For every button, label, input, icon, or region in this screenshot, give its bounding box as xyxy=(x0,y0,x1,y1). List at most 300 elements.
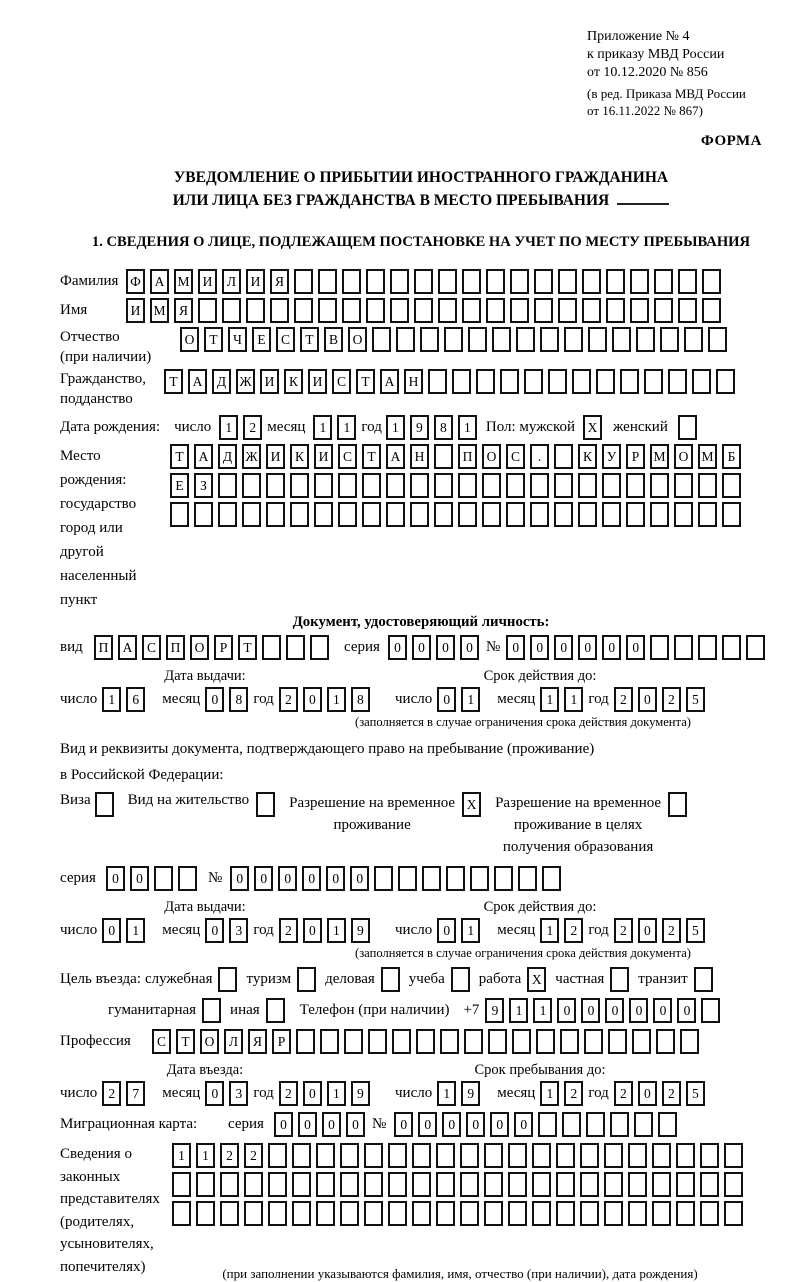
char-cell[interactable]: С xyxy=(332,369,351,394)
char-cell[interactable] xyxy=(660,327,679,352)
char-cell[interactable]: . xyxy=(530,444,549,469)
char-cell[interactable] xyxy=(362,473,381,498)
char-cell[interactable]: 2 xyxy=(102,1081,121,1106)
char-cell[interactable]: Ф xyxy=(126,269,145,294)
char-cell[interactable] xyxy=(534,269,553,294)
char-cell[interactable]: К xyxy=(290,444,309,469)
char-cell[interactable]: 0 xyxy=(581,998,600,1023)
char-cell[interactable]: 5 xyxy=(686,687,705,712)
char-cell[interactable] xyxy=(554,502,573,527)
char-cell[interactable] xyxy=(318,298,337,323)
char-cell[interactable]: 2 xyxy=(220,1143,239,1168)
char-cell[interactable] xyxy=(678,298,697,323)
char-cell[interactable]: 0 xyxy=(205,687,224,712)
char-cell[interactable] xyxy=(654,298,673,323)
char-cell[interactable] xyxy=(586,1112,605,1137)
char-cell[interactable] xyxy=(372,327,391,352)
char-cell[interactable]: А xyxy=(386,444,405,469)
char-cell[interactable]: С xyxy=(142,635,161,660)
char-cell[interactable] xyxy=(388,1172,407,1197)
char-cell[interactable] xyxy=(508,1172,527,1197)
char-cell[interactable] xyxy=(462,298,481,323)
char-cell[interactable]: М xyxy=(150,298,169,323)
char-cell[interactable] xyxy=(656,1029,675,1054)
char-cell[interactable] xyxy=(632,1029,651,1054)
char-cell[interactable] xyxy=(530,473,549,498)
char-cell[interactable] xyxy=(436,1201,455,1226)
char-cell[interactable] xyxy=(436,1172,455,1197)
char-cell[interactable] xyxy=(434,473,453,498)
char-cell[interactable] xyxy=(412,1143,431,1168)
char-cell[interactable]: Л xyxy=(224,1029,243,1054)
char-cell[interactable] xyxy=(650,635,669,660)
char-cell[interactable] xyxy=(602,473,621,498)
char-cell[interactable]: А xyxy=(150,269,169,294)
char-cell[interactable] xyxy=(512,1029,531,1054)
char-cell[interactable]: М xyxy=(650,444,669,469)
char-cell[interactable] xyxy=(610,1112,629,1137)
char-cell[interactable]: 0 xyxy=(557,998,576,1023)
char-cell[interactable] xyxy=(386,502,405,527)
char-cell[interactable] xyxy=(388,1201,407,1226)
char-cell[interactable]: 2 xyxy=(614,918,633,943)
char-cell[interactable]: Я xyxy=(174,298,193,323)
char-cell[interactable] xyxy=(374,866,393,891)
char-cell[interactable]: 2 xyxy=(279,687,298,712)
char-cell[interactable] xyxy=(652,1201,671,1226)
char-cell[interactable]: 0 xyxy=(350,866,369,891)
char-cell[interactable]: В xyxy=(324,327,343,352)
char-cell[interactable] xyxy=(562,1112,581,1137)
char-cell[interactable]: 0 xyxy=(346,1112,365,1137)
checkbox-female[interactable] xyxy=(678,415,697,440)
char-cell[interactable]: Т xyxy=(170,444,189,469)
char-cell[interactable] xyxy=(548,369,567,394)
char-cell[interactable] xyxy=(452,369,471,394)
char-cell[interactable]: Т xyxy=(164,369,183,394)
char-cell[interactable]: 0 xyxy=(303,1081,322,1106)
char-cell[interactable] xyxy=(602,502,621,527)
char-cell[interactable] xyxy=(724,1143,743,1168)
checkbox-other[interactable] xyxy=(266,998,285,1023)
char-cell[interactable]: 6 xyxy=(126,687,145,712)
char-cell[interactable] xyxy=(218,473,237,498)
char-cell[interactable]: 1 xyxy=(102,687,121,712)
char-cell[interactable]: 0 xyxy=(638,918,657,943)
char-cell[interactable] xyxy=(518,866,537,891)
char-cell[interactable] xyxy=(262,635,281,660)
char-cell[interactable]: 0 xyxy=(677,998,696,1023)
char-cell[interactable]: 2 xyxy=(564,1081,583,1106)
char-cell[interactable] xyxy=(314,473,333,498)
checkbox-official[interactable] xyxy=(218,967,237,992)
char-cell[interactable]: 1 xyxy=(458,415,477,440)
char-cell[interactable] xyxy=(438,298,457,323)
char-cell[interactable] xyxy=(460,1143,479,1168)
char-cell[interactable] xyxy=(412,1201,431,1226)
char-cell[interactable] xyxy=(532,1143,551,1168)
char-cell[interactable]: 2 xyxy=(662,918,681,943)
char-cell[interactable] xyxy=(634,1112,653,1137)
char-cell[interactable]: С xyxy=(152,1029,171,1054)
char-cell[interactable] xyxy=(194,502,213,527)
char-cell[interactable]: 1 xyxy=(337,415,356,440)
char-cell[interactable] xyxy=(318,269,337,294)
char-cell[interactable] xyxy=(554,473,573,498)
char-cell[interactable] xyxy=(540,327,559,352)
char-cell[interactable] xyxy=(484,1172,503,1197)
char-cell[interactable] xyxy=(724,1201,743,1226)
char-cell[interactable]: 9 xyxy=(410,415,429,440)
char-cell[interactable] xyxy=(340,1143,359,1168)
char-cell[interactable] xyxy=(584,1029,603,1054)
char-cell[interactable]: Н xyxy=(404,369,423,394)
char-cell[interactable] xyxy=(294,269,313,294)
char-cell[interactable] xyxy=(644,369,663,394)
char-cell[interactable] xyxy=(658,1112,677,1137)
char-cell[interactable] xyxy=(398,866,417,891)
char-cell[interactable]: 8 xyxy=(229,687,248,712)
char-cell[interactable] xyxy=(578,473,597,498)
char-cell[interactable] xyxy=(674,635,693,660)
char-cell[interactable] xyxy=(290,473,309,498)
char-cell[interactable] xyxy=(654,269,673,294)
char-cell[interactable] xyxy=(508,1143,527,1168)
char-cell[interactable] xyxy=(198,298,217,323)
char-cell[interactable] xyxy=(266,502,285,527)
char-cell[interactable] xyxy=(222,298,241,323)
char-cell[interactable]: Ж xyxy=(236,369,255,394)
char-cell[interactable] xyxy=(722,635,741,660)
char-cell[interactable] xyxy=(458,502,477,527)
char-cell[interactable]: Д xyxy=(212,369,231,394)
char-cell[interactable] xyxy=(410,473,429,498)
checkbox-humanitarian[interactable] xyxy=(202,998,221,1023)
char-cell[interactable] xyxy=(630,269,649,294)
char-cell[interactable] xyxy=(556,1143,575,1168)
char-cell[interactable] xyxy=(554,444,573,469)
char-cell[interactable]: М xyxy=(174,269,193,294)
char-cell[interactable]: 0 xyxy=(466,1112,485,1137)
char-cell[interactable]: 0 xyxy=(460,635,479,660)
char-cell[interactable] xyxy=(414,298,433,323)
char-cell[interactable] xyxy=(604,1201,623,1226)
char-cell[interactable]: 0 xyxy=(298,1112,317,1137)
checkbox-work[interactable]: X xyxy=(527,967,546,992)
char-cell[interactable] xyxy=(220,1201,239,1226)
char-cell[interactable] xyxy=(606,269,625,294)
char-cell[interactable] xyxy=(366,298,385,323)
char-cell[interactable]: 0 xyxy=(629,998,648,1023)
char-cell[interactable]: 1 xyxy=(313,415,332,440)
char-cell[interactable] xyxy=(500,369,519,394)
char-cell[interactable]: 0 xyxy=(442,1112,461,1137)
char-cell[interactable]: 0 xyxy=(638,687,657,712)
char-cell[interactable]: 1 xyxy=(437,1081,456,1106)
char-cell[interactable] xyxy=(630,298,649,323)
char-cell[interactable] xyxy=(196,1172,215,1197)
char-cell[interactable] xyxy=(698,473,717,498)
char-cell[interactable]: 1 xyxy=(219,415,238,440)
char-cell[interactable] xyxy=(170,502,189,527)
char-cell[interactable] xyxy=(460,1172,479,1197)
char-cell[interactable] xyxy=(434,502,453,527)
char-cell[interactable] xyxy=(344,1029,363,1054)
char-cell[interactable] xyxy=(364,1201,383,1226)
char-cell[interactable] xyxy=(628,1201,647,1226)
char-cell[interactable]: 1 xyxy=(540,687,559,712)
char-cell[interactable] xyxy=(606,298,625,323)
char-cell[interactable]: И xyxy=(308,369,327,394)
char-cell[interactable]: 0 xyxy=(653,998,672,1023)
char-cell[interactable] xyxy=(708,327,727,352)
char-cell[interactable] xyxy=(558,298,577,323)
char-cell[interactable]: О xyxy=(482,444,501,469)
char-cell[interactable] xyxy=(580,1201,599,1226)
char-cell[interactable]: 0 xyxy=(412,635,431,660)
char-cell[interactable] xyxy=(604,1172,623,1197)
char-cell[interactable]: 1 xyxy=(126,918,145,943)
char-cell[interactable] xyxy=(700,1143,719,1168)
char-cell[interactable] xyxy=(268,1143,287,1168)
char-cell[interactable]: О xyxy=(348,327,367,352)
char-cell[interactable] xyxy=(560,1029,579,1054)
char-cell[interactable] xyxy=(674,473,693,498)
char-cell[interactable] xyxy=(482,502,501,527)
char-cell[interactable]: 9 xyxy=(351,1081,370,1106)
char-cell[interactable] xyxy=(460,1201,479,1226)
char-cell[interactable]: О xyxy=(180,327,199,352)
char-cell[interactable] xyxy=(684,327,703,352)
char-cell[interactable]: А xyxy=(380,369,399,394)
char-cell[interactable] xyxy=(674,502,693,527)
char-cell[interactable]: 2 xyxy=(244,1143,263,1168)
char-cell[interactable] xyxy=(494,866,513,891)
char-cell[interactable] xyxy=(510,269,529,294)
char-cell[interactable]: Р xyxy=(214,635,233,660)
char-cell[interactable]: 8 xyxy=(434,415,453,440)
char-cell[interactable] xyxy=(392,1029,411,1054)
char-cell[interactable]: 0 xyxy=(437,918,456,943)
char-cell[interactable] xyxy=(722,502,741,527)
char-cell[interactable] xyxy=(506,502,525,527)
char-cell[interactable]: 0 xyxy=(254,866,273,891)
char-cell[interactable] xyxy=(578,502,597,527)
char-cell[interactable] xyxy=(340,1201,359,1226)
char-cell[interactable] xyxy=(310,635,329,660)
char-cell[interactable]: 2 xyxy=(662,687,681,712)
char-cell[interactable]: 1 xyxy=(461,918,480,943)
char-cell[interactable] xyxy=(172,1201,191,1226)
checkbox-tourism[interactable] xyxy=(297,967,316,992)
char-cell[interactable] xyxy=(290,502,309,527)
char-cell[interactable]: К xyxy=(284,369,303,394)
char-cell[interactable] xyxy=(438,269,457,294)
char-cell[interactable]: 2 xyxy=(614,1081,633,1106)
char-cell[interactable]: 0 xyxy=(514,1112,533,1137)
char-cell[interactable] xyxy=(386,473,405,498)
char-cell[interactable] xyxy=(172,1172,191,1197)
char-cell[interactable] xyxy=(412,1172,431,1197)
char-cell[interactable]: 1 xyxy=(564,687,583,712)
char-cell[interactable] xyxy=(196,1201,215,1226)
char-cell[interactable] xyxy=(416,1029,435,1054)
char-cell[interactable] xyxy=(510,298,529,323)
char-cell[interactable]: О xyxy=(674,444,693,469)
char-cell[interactable]: С xyxy=(506,444,525,469)
char-cell[interactable] xyxy=(434,444,453,469)
char-cell[interactable] xyxy=(462,269,481,294)
char-cell[interactable]: С xyxy=(338,444,357,469)
char-cell[interactable] xyxy=(652,1143,671,1168)
char-cell[interactable]: 0 xyxy=(602,635,621,660)
char-cell[interactable]: А xyxy=(188,369,207,394)
char-cell[interactable]: 0 xyxy=(205,1081,224,1106)
char-cell[interactable]: 0 xyxy=(302,866,321,891)
char-cell[interactable]: З xyxy=(194,473,213,498)
char-cell[interactable] xyxy=(702,269,721,294)
char-cell[interactable]: 2 xyxy=(614,687,633,712)
char-cell[interactable] xyxy=(582,298,601,323)
char-cell[interactable]: 2 xyxy=(279,1081,298,1106)
char-cell[interactable]: Ч xyxy=(228,327,247,352)
char-cell[interactable] xyxy=(608,1029,627,1054)
char-cell[interactable] xyxy=(178,866,197,891)
char-cell[interactable]: 0 xyxy=(388,635,407,660)
char-cell[interactable]: 0 xyxy=(554,635,573,660)
char-cell[interactable]: 3 xyxy=(229,1081,248,1106)
char-cell[interactable] xyxy=(538,1112,557,1137)
char-cell[interactable] xyxy=(676,1143,695,1168)
char-cell[interactable]: И xyxy=(246,269,265,294)
char-cell[interactable] xyxy=(470,866,489,891)
char-cell[interactable]: 1 xyxy=(327,1081,346,1106)
char-cell[interactable]: Я xyxy=(248,1029,267,1054)
char-cell[interactable]: А xyxy=(194,444,213,469)
char-cell[interactable]: Т xyxy=(300,327,319,352)
char-cell[interactable] xyxy=(700,1172,719,1197)
char-cell[interactable]: 0 xyxy=(578,635,597,660)
char-cell[interactable] xyxy=(652,1172,671,1197)
char-cell[interactable]: Т xyxy=(238,635,257,660)
char-cell[interactable]: 1 xyxy=(172,1143,191,1168)
char-cell[interactable]: 9 xyxy=(351,918,370,943)
checkbox-private[interactable] xyxy=(610,967,629,992)
char-cell[interactable] xyxy=(266,473,285,498)
char-cell[interactable]: И xyxy=(266,444,285,469)
char-cell[interactable] xyxy=(414,269,433,294)
char-cell[interactable] xyxy=(268,1172,287,1197)
char-cell[interactable]: Т xyxy=(362,444,381,469)
char-cell[interactable] xyxy=(492,327,511,352)
char-cell[interactable] xyxy=(676,1201,695,1226)
checkbox-visa[interactable] xyxy=(95,792,114,817)
char-cell[interactable]: У xyxy=(602,444,621,469)
char-cell[interactable]: Д xyxy=(218,444,237,469)
char-cell[interactable] xyxy=(701,998,720,1023)
char-cell[interactable] xyxy=(428,369,447,394)
char-cell[interactable]: С xyxy=(276,327,295,352)
char-cell[interactable] xyxy=(292,1143,311,1168)
char-cell[interactable] xyxy=(316,1201,335,1226)
checkbox-transit[interactable] xyxy=(694,967,713,992)
char-cell[interactable]: 0 xyxy=(303,918,322,943)
char-cell[interactable] xyxy=(296,1029,315,1054)
checkbox-study[interactable] xyxy=(451,967,470,992)
char-cell[interactable] xyxy=(396,327,415,352)
char-cell[interactable] xyxy=(268,1201,287,1226)
char-cell[interactable] xyxy=(746,635,765,660)
char-cell[interactable]: 0 xyxy=(130,866,149,891)
char-cell[interactable] xyxy=(286,635,305,660)
char-cell[interactable]: 0 xyxy=(605,998,624,1023)
char-cell[interactable] xyxy=(292,1172,311,1197)
char-cell[interactable] xyxy=(242,473,261,498)
char-cell[interactable]: Е xyxy=(252,327,271,352)
char-cell[interactable]: Я xyxy=(270,269,289,294)
char-cell[interactable] xyxy=(488,1029,507,1054)
char-cell[interactable] xyxy=(444,327,463,352)
char-cell[interactable] xyxy=(364,1172,383,1197)
char-cell[interactable] xyxy=(698,502,717,527)
char-cell[interactable] xyxy=(440,1029,459,1054)
char-cell[interactable]: 0 xyxy=(506,635,525,660)
char-cell[interactable] xyxy=(270,298,289,323)
char-cell[interactable]: Ж xyxy=(242,444,261,469)
char-cell[interactable]: И xyxy=(126,298,145,323)
char-cell[interactable] xyxy=(220,1172,239,1197)
char-cell[interactable] xyxy=(678,269,697,294)
char-cell[interactable] xyxy=(468,327,487,352)
char-cell[interactable]: 0 xyxy=(418,1112,437,1137)
char-cell[interactable] xyxy=(620,369,639,394)
char-cell[interactable] xyxy=(650,473,669,498)
char-cell[interactable]: И xyxy=(198,269,217,294)
char-cell[interactable]: О xyxy=(190,635,209,660)
char-cell[interactable] xyxy=(702,298,721,323)
char-cell[interactable] xyxy=(724,1172,743,1197)
char-cell[interactable] xyxy=(558,269,577,294)
char-cell[interactable] xyxy=(244,1201,263,1226)
checkbox-residence-permit[interactable] xyxy=(256,792,275,817)
char-cell[interactable]: 1 xyxy=(540,918,559,943)
char-cell[interactable] xyxy=(464,1029,483,1054)
char-cell[interactable] xyxy=(484,1201,503,1226)
char-cell[interactable] xyxy=(692,369,711,394)
char-cell[interactable]: 9 xyxy=(485,998,504,1023)
char-cell[interactable]: 0 xyxy=(626,635,645,660)
char-cell[interactable] xyxy=(716,369,735,394)
checkbox-male[interactable]: X xyxy=(583,415,602,440)
char-cell[interactable] xyxy=(650,502,669,527)
char-cell[interactable]: 1 xyxy=(386,415,405,440)
checkbox-edu-permit[interactable] xyxy=(668,792,687,817)
char-cell[interactable] xyxy=(628,1143,647,1168)
char-cell[interactable] xyxy=(390,298,409,323)
char-cell[interactable]: П xyxy=(94,635,113,660)
char-cell[interactable]: А xyxy=(118,635,137,660)
char-cell[interactable]: Н xyxy=(410,444,429,469)
char-cell[interactable] xyxy=(700,1201,719,1226)
char-cell[interactable] xyxy=(244,1172,263,1197)
char-cell[interactable]: 2 xyxy=(662,1081,681,1106)
char-cell[interactable] xyxy=(508,1201,527,1226)
char-cell[interactable] xyxy=(342,269,361,294)
char-cell[interactable]: М xyxy=(698,444,717,469)
char-cell[interactable]: 1 xyxy=(509,998,528,1023)
char-cell[interactable] xyxy=(628,1172,647,1197)
char-cell[interactable] xyxy=(338,473,357,498)
